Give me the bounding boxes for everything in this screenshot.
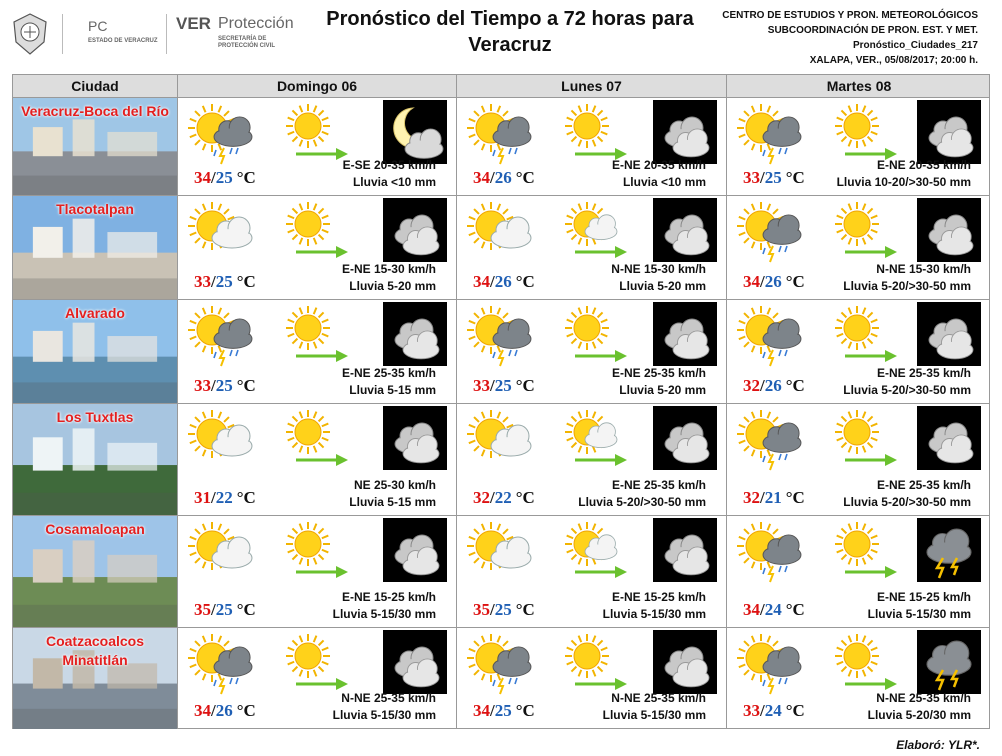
- temp-min: 26: [764, 376, 782, 395]
- temp-separator: /: [211, 272, 216, 291]
- wind-arrow-icon: [845, 350, 897, 362]
- temp-unit: °C: [785, 600, 805, 619]
- temp-min: 25: [494, 600, 512, 619]
- rain-storm-icon: [735, 306, 805, 368]
- temp-min: 25: [215, 600, 233, 619]
- temperature: [473, 376, 535, 396]
- table-row: [13, 404, 989, 516]
- ver-logo-text: VER: [176, 14, 211, 33]
- forecast-cell: [727, 98, 991, 195]
- forecast-cell: [457, 516, 727, 627]
- table-row: [13, 300, 989, 404]
- wind-text: E-NE 15-30 km/h: [341, 262, 436, 276]
- wind-arrow-icon: [575, 678, 627, 690]
- cloudy-night-icon: [917, 302, 981, 366]
- temperature: [194, 376, 256, 396]
- temperature: [743, 701, 805, 721]
- temp-unit: °C: [515, 701, 535, 720]
- temp-unit: °C: [236, 376, 256, 395]
- wind-text: E-NE 15-25 km/h: [611, 590, 706, 604]
- footer-credit: Elaboró: YLR*.: [896, 738, 980, 752]
- header-day-1: Domingo 06: [178, 75, 457, 98]
- cloudy-night-icon: [383, 302, 447, 366]
- sun-icon: [561, 634, 623, 680]
- temp-unit: °C: [515, 168, 535, 187]
- title-line-2: Veracruz: [468, 34, 552, 56]
- header-info-line-2: SUBCOORDINACIÓN DE PRON. EST. Y MET.: [767, 25, 978, 36]
- temp-max: 35: [473, 600, 490, 619]
- temp-separator: /: [211, 600, 216, 619]
- temp-min: 25: [215, 272, 233, 291]
- temp-separator: /: [211, 701, 216, 720]
- temp-separator: /: [760, 168, 765, 187]
- wind-arrow-icon: [575, 246, 627, 258]
- rain-storm-icon: [465, 306, 535, 368]
- wind-text: E-NE 25-35 km/h: [611, 478, 706, 492]
- forecast-cell: [457, 300, 727, 403]
- temperature: [743, 168, 805, 188]
- temp-unit: °C: [236, 701, 256, 720]
- temp-max: 35: [194, 600, 211, 619]
- temp-min: 25: [215, 168, 233, 187]
- rain-text: Lluvia 5-20/>30-50 mm: [843, 279, 971, 293]
- temp-max: 34: [473, 168, 490, 187]
- forecast-cell: [727, 516, 991, 627]
- temp-max: 34: [194, 168, 211, 187]
- header-city: Ciudad: [13, 75, 178, 98]
- cloudy-night-icon: [383, 518, 447, 582]
- sun-icon: [831, 634, 893, 680]
- temp-separator: /: [760, 488, 765, 507]
- temperature: [194, 701, 256, 721]
- wind-text: N-NE 25-35 km/h: [341, 691, 436, 705]
- wind-text: E-NE 25-35 km/h: [876, 366, 971, 380]
- temp-max: 33: [743, 168, 760, 187]
- temp-separator: /: [760, 600, 765, 619]
- temperature: [743, 376, 805, 396]
- forecast-cell: [178, 516, 457, 627]
- city-name: Cosamaloapan: [45, 521, 145, 537]
- rain-storm-icon: [735, 634, 805, 696]
- wind-arrow-icon: [296, 566, 348, 578]
- forecast-cell: [727, 300, 991, 403]
- temperature: [194, 600, 256, 620]
- wind-text: N-NE 15-30 km/h: [876, 262, 971, 276]
- wind-arrow-icon: [296, 148, 348, 160]
- rain-text: Lluvia 5-15 mm: [349, 383, 436, 397]
- rain-storm-icon: [465, 634, 535, 696]
- city-cell: [13, 196, 178, 299]
- thunderstorm-night-icon: [917, 630, 981, 694]
- forecast-cell: [727, 196, 991, 299]
- sun-icon: [282, 104, 344, 150]
- cloudy-night-icon: [653, 630, 717, 694]
- temp-separator: /: [760, 701, 765, 720]
- rain-storm-icon: [735, 104, 805, 166]
- temp-max: 34: [473, 701, 490, 720]
- cloudy-night-icon: [653, 406, 717, 470]
- rain-text: Lluvia 5-15/30 mm: [332, 708, 436, 722]
- title-line-1: Pronóstico del Tiempo a 72 horas para: [326, 8, 694, 30]
- rain-text: Lluvia <10 mm: [622, 175, 706, 189]
- temp-separator: /: [490, 600, 495, 619]
- temp-min: 24: [764, 701, 782, 720]
- cloudy-night-icon: [917, 100, 981, 164]
- rain-text: Lluvia 5-20/30 mm: [867, 708, 971, 722]
- sun-icon: [282, 306, 344, 352]
- forecast-cell: [727, 404, 991, 515]
- cloudy-night-icon: [653, 518, 717, 582]
- temp-max: 32: [743, 376, 760, 395]
- cloudy-night-icon: [383, 630, 447, 694]
- table-row: [13, 98, 989, 196]
- wind-arrow-icon: [575, 566, 627, 578]
- cloudy-night-icon: [917, 406, 981, 470]
- proteccion-logo-text: Protección: [218, 15, 294, 32]
- sun-icon: [282, 634, 344, 680]
- cloudy-night-icon: [653, 100, 717, 164]
- temp-separator: /: [490, 168, 495, 187]
- wind-arrow-icon: [296, 350, 348, 362]
- temp-unit: °C: [236, 168, 256, 187]
- wind-text: E-NE 25-35 km/h: [876, 478, 971, 492]
- pc-logo-subtext: ESTADO DE VERACRUZ: [88, 38, 158, 44]
- temp-unit: °C: [515, 376, 535, 395]
- temp-min: 25: [764, 168, 782, 187]
- wind-text: E-NE 25-35 km/h: [611, 366, 706, 380]
- temp-min: 21: [764, 488, 782, 507]
- forecast-cell: [727, 628, 991, 729]
- temp-unit: °C: [236, 272, 256, 291]
- rain-text: Lluvia 5-20/>30-50 mm: [843, 383, 971, 397]
- temp-min: 25: [215, 376, 233, 395]
- temp-separator: /: [211, 168, 216, 187]
- temperature: [473, 600, 535, 620]
- rain-text: Lluvia 5-20 mm: [349, 279, 436, 293]
- forecast-cell: [178, 196, 457, 299]
- wind-text: E-SE 20-35 km/h: [342, 158, 436, 172]
- wind-arrow-icon: [296, 454, 348, 466]
- sun-icon: [282, 410, 344, 456]
- temp-unit: °C: [515, 488, 535, 507]
- temp-separator: /: [490, 376, 495, 395]
- temperature: [194, 168, 256, 188]
- wind-arrow-icon: [845, 454, 897, 466]
- moon-cloud-icon: [383, 100, 447, 164]
- sun-icon: [282, 202, 344, 248]
- rain-text: Lluvia 5-20 mm: [619, 279, 706, 293]
- table-header-row: [13, 75, 989, 98]
- forecast-cell: [457, 196, 727, 299]
- temp-max: 32: [743, 488, 760, 507]
- temperature: [473, 701, 535, 721]
- rain-storm-icon: [735, 410, 805, 472]
- sun-icon: [561, 104, 623, 150]
- partly-cloudy-icon: [465, 202, 535, 264]
- temperature: [473, 272, 535, 292]
- city-name: Coatzacoalcos Minatitlán: [45, 633, 145, 668]
- wind-arrow-icon: [845, 246, 897, 258]
- sun-icon: [831, 522, 893, 568]
- wind-text: N-NE 25-35 km/h: [876, 691, 971, 705]
- temp-separator: /: [211, 376, 216, 395]
- rain-text: Lluvia 5-20/>30-50 mm: [578, 495, 706, 509]
- wind-text: E-NE 15-25 km/h: [341, 590, 436, 604]
- rain-text: Lluvia 5-20 mm: [619, 383, 706, 397]
- sun-icon: [561, 306, 623, 352]
- partly-cloudy-icon: [186, 410, 256, 472]
- forecast-cell: [178, 628, 457, 729]
- temp-max: 34: [473, 272, 490, 291]
- header-logos: [8, 8, 308, 60]
- wind-arrow-icon: [575, 350, 627, 362]
- sun-icon: [831, 410, 893, 456]
- temp-min: 25: [494, 701, 512, 720]
- state-seal-icon: [10, 12, 50, 56]
- city-name: Alvarado: [65, 305, 125, 321]
- forecast-cell: [457, 628, 727, 729]
- temp-min: 26: [764, 272, 782, 291]
- temp-max: 32: [473, 488, 490, 507]
- wind-text: N-NE 25-35 km/h: [611, 691, 706, 705]
- temperature: [743, 600, 805, 620]
- wind-arrow-icon: [845, 566, 897, 578]
- wind-text: E-NE 25-35 km/h: [341, 366, 436, 380]
- temp-max: 31: [194, 488, 211, 507]
- header-day-3: Martes 08: [826, 78, 892, 94]
- wind-text: N-NE 15-30 km/h: [611, 262, 706, 276]
- header-info: [678, 8, 978, 68]
- wind-arrow-icon: [845, 678, 897, 690]
- forecast-cell: [457, 404, 727, 515]
- temp-min: 22: [215, 488, 233, 507]
- temp-unit: °C: [515, 600, 535, 619]
- header-info-line-1: CENTRO DE ESTUDIOS Y PRON. METEOROLÓGICOS: [722, 10, 978, 21]
- wind-text: E-NE 15-25 km/h: [876, 590, 971, 604]
- city-name: Veracruz-Boca del Río: [21, 103, 169, 119]
- rain-storm-icon: [186, 634, 256, 696]
- sun-icon: [831, 104, 893, 150]
- pc-logo-text: PC: [88, 18, 108, 34]
- temperature: [194, 488, 256, 508]
- cloudy-night-icon: [383, 406, 447, 470]
- temp-separator: /: [490, 488, 495, 507]
- wind-arrow-icon: [296, 678, 348, 690]
- partly-cloudy-icon: [465, 410, 535, 472]
- temp-min: 26: [215, 701, 233, 720]
- temp-max: 33: [194, 272, 211, 291]
- temp-separator: /: [760, 272, 765, 291]
- cloudy-night-icon: [653, 302, 717, 366]
- rain-text: Lluvia <10 mm: [352, 175, 436, 189]
- rain-storm-icon: [186, 104, 256, 166]
- city-name: Tlacotalpan: [56, 201, 134, 217]
- rain-storm-icon: [465, 104, 535, 166]
- temp-min: 22: [494, 488, 512, 507]
- temp-unit: °C: [785, 701, 805, 720]
- wind-text: E-NE 20-35 km/h: [876, 158, 971, 172]
- city-cell: [13, 404, 178, 515]
- rain-text: Lluvia 10-20/>30-50 mm: [836, 175, 971, 189]
- temp-min: 24: [764, 600, 782, 619]
- sun-icon: [831, 306, 893, 352]
- temp-min: 26: [494, 168, 512, 187]
- rain-text: Lluvia 5-20/>30-50 mm: [843, 495, 971, 509]
- forecast-cell: [457, 98, 727, 195]
- city-cell: [13, 628, 178, 729]
- temp-max: 34: [194, 701, 211, 720]
- cloudy-night-icon: [383, 198, 447, 262]
- rain-text: Lluvia 5-15/30 mm: [602, 708, 706, 722]
- temperature: [743, 272, 805, 292]
- temp-unit: °C: [236, 600, 256, 619]
- ver-logo-subtext: SECRETARÍA DE PROTECCIÓN CIVIL: [218, 36, 276, 49]
- temp-separator: /: [490, 272, 495, 291]
- sun-cloud-icon: [561, 202, 623, 248]
- temp-max: 33: [743, 701, 760, 720]
- table-row: [13, 628, 989, 729]
- forecast-cell: [178, 98, 457, 195]
- partly-cloudy-icon: [186, 202, 256, 264]
- city-cell: [13, 300, 178, 403]
- sun-cloud-icon: [561, 522, 623, 568]
- rain-storm-icon: [186, 306, 256, 368]
- partly-cloudy-icon: [465, 522, 535, 584]
- rain-text: Lluvia 5-15/30 mm: [867, 607, 971, 621]
- header-info-line-3: Pronóstico_Ciudades_217: [852, 40, 978, 51]
- temperature: [743, 488, 805, 508]
- wind-arrow-icon: [575, 454, 627, 466]
- temp-max: 33: [473, 376, 490, 395]
- temp-max: 34: [743, 272, 760, 291]
- temp-unit: °C: [236, 488, 256, 507]
- forecast-cell: [178, 300, 457, 403]
- cloudy-night-icon: [917, 198, 981, 262]
- temp-max: 34: [743, 600, 760, 619]
- sun-cloud-icon: [561, 410, 623, 456]
- temp-min: 26: [494, 272, 512, 291]
- rain-storm-icon: [735, 522, 805, 584]
- temp-min: 25: [494, 376, 512, 395]
- header-day-2: Lunes 07: [457, 75, 727, 98]
- city-cell: [13, 98, 178, 195]
- rain-text: Lluvia 5-15 mm: [349, 495, 436, 509]
- thunderstorm-night-icon: [917, 518, 981, 582]
- temp-unit: °C: [785, 376, 805, 395]
- forecast-cell: [178, 404, 457, 515]
- forecast-table: [12, 74, 990, 729]
- wind-arrow-icon: [296, 246, 348, 258]
- rain-storm-icon: [735, 202, 805, 264]
- temp-unit: °C: [785, 168, 805, 187]
- wind-text: NE 25-30 km/h: [353, 478, 436, 492]
- temperature: [194, 272, 256, 292]
- partly-cloudy-icon: [186, 522, 256, 584]
- table-row: [13, 516, 989, 628]
- wind-text: E-NE 20-35 km/h: [611, 158, 706, 172]
- temp-max: 33: [194, 376, 211, 395]
- city-name: Los Tuxtlas: [56, 409, 134, 425]
- temp-separator: /: [760, 376, 765, 395]
- table-row: [13, 196, 989, 300]
- cloudy-night-icon: [653, 198, 717, 262]
- temp-unit: °C: [785, 488, 805, 507]
- city-cell: [13, 516, 178, 627]
- temp-separator: /: [211, 488, 216, 507]
- temp-unit: °C: [785, 272, 805, 291]
- page-title: [318, 6, 702, 58]
- temperature: [473, 168, 535, 188]
- rain-text: Lluvia 5-15/30 mm: [602, 607, 706, 621]
- rain-text: Lluvia 5-15/30 mm: [332, 607, 436, 621]
- sun-icon: [831, 202, 893, 248]
- temperature: [473, 488, 535, 508]
- temp-unit: °C: [515, 272, 535, 291]
- header-info-line-4: XALAPA, VER., 05/08/2017; 20:00 h.: [809, 55, 978, 66]
- sun-icon: [282, 522, 344, 568]
- temp-separator: /: [490, 701, 495, 720]
